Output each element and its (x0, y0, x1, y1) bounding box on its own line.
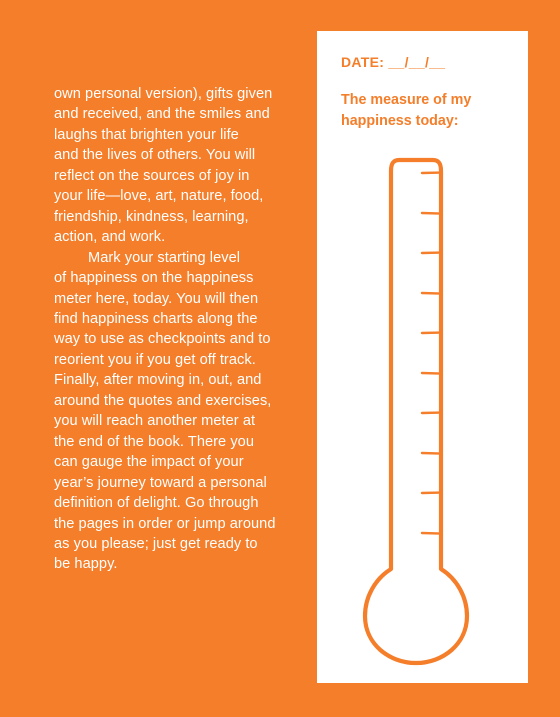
body-text-line: as you please; just get ready to (54, 535, 258, 552)
thermometer-ticks (422, 173, 441, 534)
body-text-line: way to use as checkpoints and to (54, 331, 271, 348)
measure-heading-line: happiness today: (341, 113, 459, 129)
thermometer-tick (422, 533, 441, 534)
thermometer-tick (422, 453, 441, 454)
thermometer-tick (422, 293, 441, 294)
body-text-line: friendship, kindness, learning, (54, 208, 249, 225)
body-text-line: and the lives of others. You will (54, 147, 256, 164)
body-text-line: laughs that brighten your life (54, 126, 239, 143)
body-text-line: reorient you if you get off track. (54, 351, 256, 368)
body-text-line: definition of delight. Go through (54, 495, 259, 512)
body-text-line: action, and work. (54, 229, 166, 246)
body-text-line: and received, and the smiles and (54, 106, 270, 123)
body-text-line: the end of the book. There you (54, 433, 255, 450)
body-text-line: own personal version), gifts given (54, 86, 273, 102)
body-text-line: your life—love, art, nature, food, (54, 188, 264, 205)
body-text-line: the pages in order or jump around (54, 515, 276, 532)
body-text-line: can gauge the impact of your (54, 454, 244, 471)
body-text-line: meter here, today. You will then (54, 290, 259, 307)
thermometer-outline (365, 160, 467, 663)
happiness-meter-card (317, 31, 528, 683)
date-label: DATE: __/__/__ (341, 54, 446, 70)
body-text-line: Finally, after moving in, out, and (54, 372, 262, 389)
body-text-line: find happiness charts along the (54, 310, 258, 327)
measure-heading-line: The measure of my (341, 92, 472, 108)
body-text-line: year’s journey toward a personal (54, 474, 267, 491)
thermometer-tick (422, 213, 441, 214)
body-text-line: reflect on the sources of joy in (54, 167, 250, 184)
body-text-line: Mark your starting level (88, 249, 241, 266)
body-text-line: around the quotes and exercises, (54, 392, 272, 409)
body-text-line: you will reach another meter at (54, 413, 256, 430)
thermometer-tick (422, 373, 441, 374)
thermometer-icon (317, 31, 528, 683)
body-text (54, 84, 294, 575)
body-text-line: be happy. (54, 556, 118, 573)
body-text-line: of happiness on the happiness (54, 270, 254, 287)
